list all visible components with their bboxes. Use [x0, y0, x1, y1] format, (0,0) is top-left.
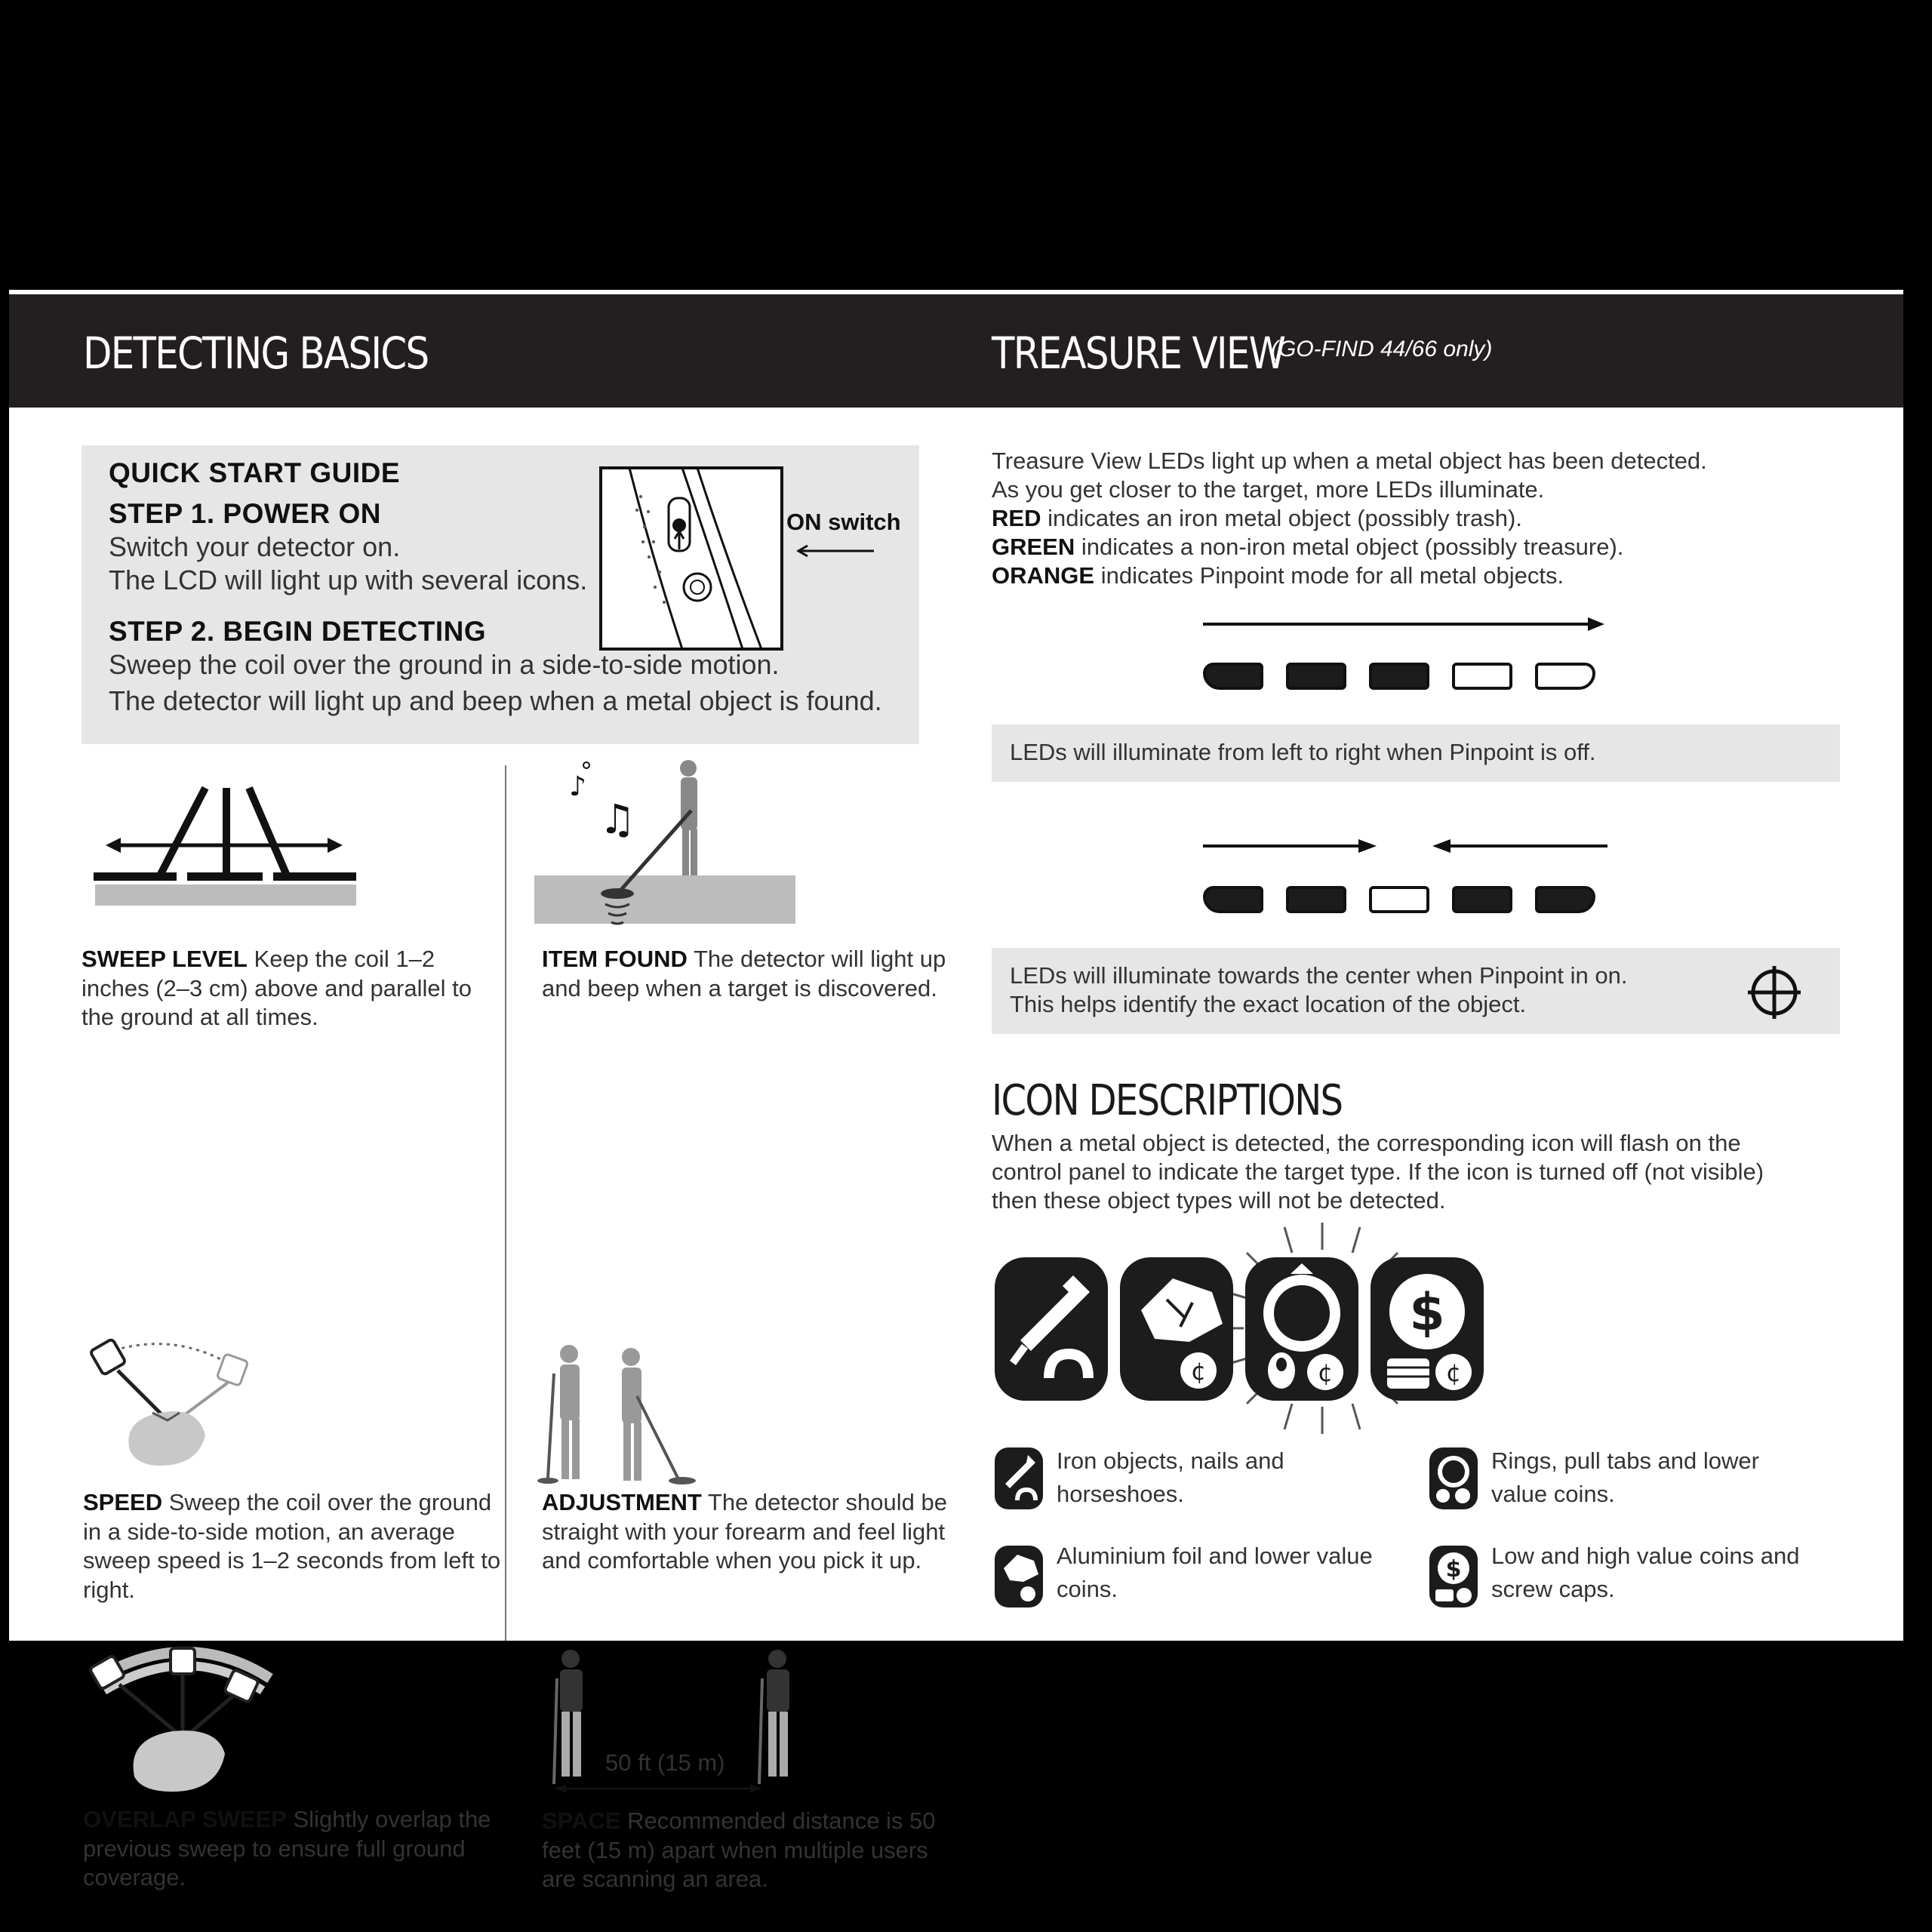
led-row-pinpoint-on: [1203, 886, 1611, 916]
item-found-caption: ITEM FOUND The detector will light up and beep when a target is discovered.: [542, 946, 946, 1001]
on-switch-label: ON switch: [786, 509, 901, 535]
icon-descriptions-title: ICON DESCRIPTIONS: [992, 1076, 1343, 1125]
svg-text:¢: ¢: [1190, 1357, 1207, 1386]
legend-iron-text: Iron objects, nails and horseshoes.: [1057, 1447, 1284, 1507]
treasure-view-title: TREASURE VIEW: [992, 328, 1285, 379]
pinpoint-crosshair-icon: [1746, 964, 1802, 1020]
color-red-line: RED indicates an iron metal object (possibly trash).: [992, 505, 1522, 531]
led-indicator: [1452, 663, 1512, 690]
svg-text:$: $: [1409, 1283, 1445, 1343]
detecting-basics-title: DETECTING BASICS: [83, 328, 429, 379]
center-arrows: [1201, 835, 1609, 857]
step2-title: STEP 2. BEGIN DETECTING: [109, 616, 487, 647]
legend-ring-icon: [1429, 1447, 1478, 1509]
sweep-level-illustration: [85, 788, 364, 924]
sweep-level-caption: SWEEP LEVEL Keep the coil 1–2 inches (2–3 cm) above and parallel to the ground at all times.: [82, 946, 472, 1030]
pinpoint-on-note-line: This helps identify the exact location of the object.: [1010, 991, 1527, 1017]
ring-icon: [1245, 1257, 1358, 1401]
overlap-sweep-caption: OVERLAP SWEEP Slightly overlap the previous sweep to ensure full ground coverage.: [83, 1806, 491, 1890]
step1-title: STEP 1. POWER ON: [109, 498, 381, 529]
svg-text:$: $: [1445, 1556, 1462, 1583]
detector-handle-illustration: [599, 466, 783, 651]
icon-intro-line: then these object types will not be detected.: [992, 1187, 1446, 1214]
coin-dollar-icon: [1371, 1257, 1484, 1401]
pinpoint-off-note: LEDs will illuminate from left to right when Pinpoint is off.: [1010, 739, 1596, 765]
svg-text:♫: ♫: [599, 795, 636, 843]
legend-coin-dollar-icon: [1429, 1546, 1478, 1607]
led-indicator: [1286, 886, 1346, 913]
space-distance-label: 50 ft (15 m): [605, 1749, 725, 1776]
pinpoint-on-note-line: LEDs will illuminate towards the center when Pinpoint in on.: [1010, 962, 1628, 989]
adjustment-caption: ADJUSTMENT The detector should be straight with your forearm and feel light and comfortable when you pick it up.: [542, 1489, 948, 1574]
on-switch-arrow: [794, 543, 877, 558]
led-indicator: [1203, 663, 1263, 690]
led-indicator: [1369, 663, 1429, 690]
led-indicator: [1535, 886, 1595, 913]
legend-coin-text: Low and high value coins and screw caps.: [1491, 1543, 1800, 1602]
pinpoint-off-note-box: [992, 724, 1840, 782]
quick-start-box: [82, 445, 919, 744]
legend-iron-nail-icon: [995, 1447, 1043, 1509]
iron-nail-icon: [995, 1257, 1108, 1401]
manual-page: [9, 290, 1903, 1892]
space-illustration: [537, 1648, 809, 1799]
step1-line: The LCD will light up with several icons.: [109, 565, 588, 595]
color-green-line: GREEN indicates a non-iron metal object (possibly treasure).: [992, 534, 1624, 560]
led-row-pinpoint-off: [1203, 663, 1611, 693]
led-indicator: [1369, 886, 1429, 913]
led-indicator: [1203, 886, 1263, 913]
led-indicator: [1452, 886, 1512, 913]
step2-line: Sweep the coil over the ground in a side-to-side motion.: [109, 649, 780, 680]
legend-ring-text: Rings, pull tabs and lower value coins.: [1491, 1447, 1759, 1507]
led-indicator: [1286, 663, 1346, 690]
svg-text:♪: ♪: [569, 771, 586, 802]
foil-icon: [1120, 1257, 1233, 1401]
adjustment-illustration: [534, 1343, 715, 1487]
step1-line: Switch your detector on.: [109, 531, 401, 562]
icon-intro-line: When a metal object is detected, the corresponding icon will flash on the: [992, 1130, 1741, 1156]
space-caption: SPACE Recommended distance is 50 feet (15 m) apart when multiple users are scanning an area.: [542, 1807, 936, 1892]
item-found-illustration: [530, 750, 801, 931]
left-to-right-arrow: [1201, 613, 1609, 635]
quick-start-title: QUICK START GUIDE: [109, 457, 401, 488]
svg-text:¢: ¢: [1317, 1358, 1334, 1387]
overlap-sweep-illustration: [82, 1633, 293, 1799]
legend-foil-icon: [995, 1546, 1043, 1607]
svg-text:¢: ¢: [1445, 1358, 1462, 1387]
led-indicator: [1535, 663, 1595, 690]
icon-intro-line: control panel to indicate the target type. If the icon is turned off (not visible): [992, 1158, 1764, 1185]
treasure-view-note: (GO-FIND 44/66 only): [1271, 337, 1493, 361]
speed-caption: SPEED Sweep the coil over the ground in a side-to-side motion, an average sweep speed is 1–2 seconds from left to right.: [83, 1489, 501, 1603]
header-bar: [9, 294, 1903, 408]
color-orange-line: ORANGE indicates Pinpoint mode for all metal objects.: [992, 562, 1564, 589]
treasure-intro-line: Treasure View LEDs light up when a metal object has been detected.: [992, 448, 1707, 474]
pinpoint-on-note-box: [992, 948, 1840, 1034]
speed-illustration: [85, 1337, 273, 1481]
legend-foil-text: Aluminium foil and lower value coins.: [1057, 1543, 1373, 1602]
treasure-intro-line: As you get closer to the target, more LEDs illuminate.: [992, 476, 1545, 503]
step2-line: The detector will light up and beep when a metal object is found.: [109, 685, 882, 716]
